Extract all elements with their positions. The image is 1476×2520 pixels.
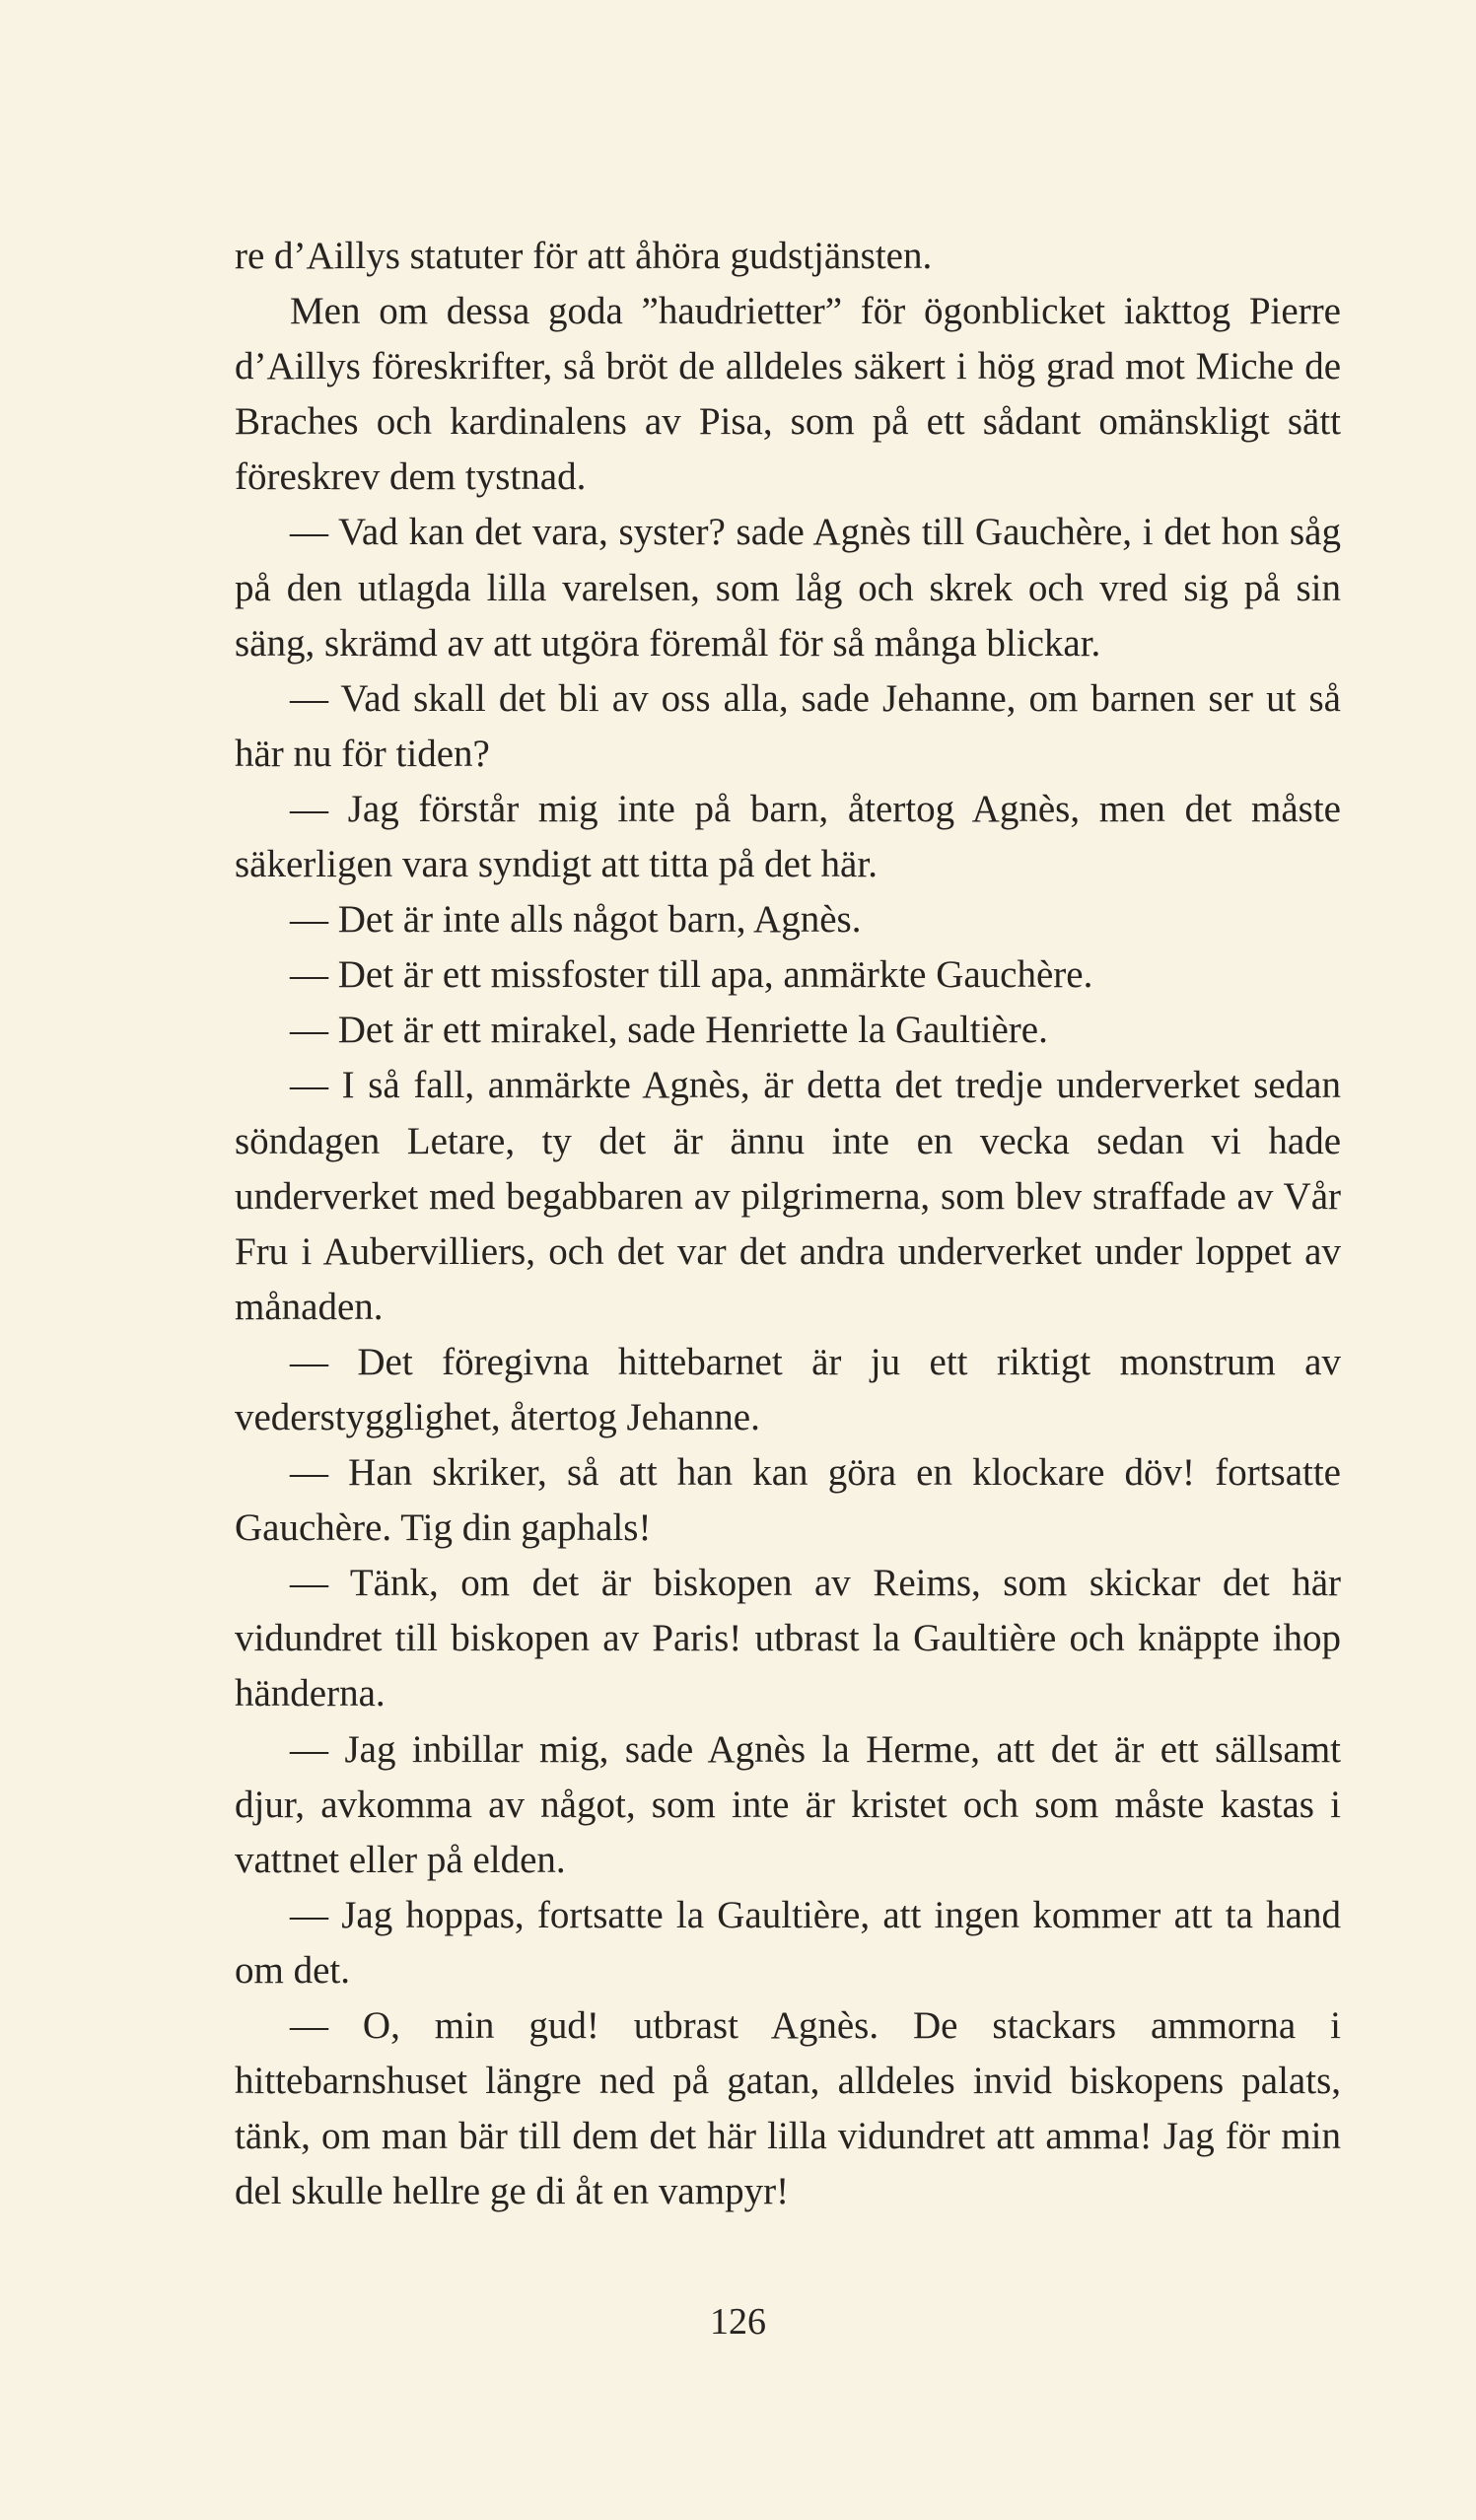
page-number: 126 [710, 2301, 766, 2343]
dialogue-line: — Det föregivna hittebarnet är ju ett riktigt monstrum av vederstygglighet, återtog Jehanne. [235, 1340, 1341, 1438]
dialogue-line: — Vad kan det vara, syster? sade Agnès till Gauchère, i det hon såg på den utlagda lilla varelsen, som låg och skrek och vred sig på sin säng, skrämd av att utgöra föremål för så många blickar. [235, 511, 1341, 665]
dialogue-line: — Det är ett missfoster till apa, anmärkte Gauchère. [290, 953, 1093, 997]
dialogue-line: — Jag förstår mig inte på barn, återtog Agnès, men det måste säkerligen vara syndigt att titta på det här. [235, 787, 1341, 886]
body-text [235, 229, 1341, 2219]
dialogue-line: — Det är inte alls något barn, Agnès. [290, 898, 862, 942]
paragraph: re d’Aillys statuter för att åhöra gudstjänsten. [235, 235, 933, 277]
dialogue-line: — Jag inbillar mig, sade Agnès la Herme, att det är ett sällsamt djur, avkomma av något, som inte är kristet och som måste kastas i vattnet eller på elden. [235, 1727, 1341, 1881]
dialogue-line: — Jag hoppas, fortsatte la Gaultière, att ingen kommer att ta hand om det. [235, 1893, 1341, 1992]
dialogue-line: — Han skriker, så att han kan göra en klockare döv! fortsatte Gauchère. Tig din gaphals! [235, 1451, 1341, 1550]
dialogue-line: — Tänk, om det är biskopen av Reims, som skickar det här vidundret till biskopen av Paris! utbrast la Gaultière och knäppte ihop händerna. [235, 1562, 1341, 1715]
dialogue-line: — Det är ett mirakel, sade Henriette la Gaultière. [290, 1009, 1048, 1052]
dialogue-line: — I så fall, anmärkte Agnès, är detta det tredje underverket sedan söndagen Letare, ty det är ännu inte en vecka sedan vi hade underverket med begabbaren av pilgrimerna, som blev straffade av Vår Fru i Aubervilliers, och det var det andra underverket under loppet av månaden. [235, 1064, 1341, 1328]
dialogue-line: — Vad skall det bli av oss alla, sade Jehanne, om barnen ser ut så här nu för tiden? [235, 676, 1341, 775]
paragraph: Men om dessa goda ”haudrietter” för ögonblicket iakttog Pierre d’Aillys föreskrifter, så bröt de alldeles säkert i hög grad mot Miche de Braches och kardinalens av Pisa, som på ett sådant omänskligt sätt föreskrev dem tystnad. [235, 290, 1341, 499]
dialogue-line: — O, min gud! utbrast Agnès. De stackars ammorna i hittebarnshuset längre ned på gatan, alldeles invid biskopens palats, tänk, om man bär till dem det här lilla vidundret att amma! Jag för min del skulle hellre ge di åt en vampyr! [235, 2004, 1341, 2213]
